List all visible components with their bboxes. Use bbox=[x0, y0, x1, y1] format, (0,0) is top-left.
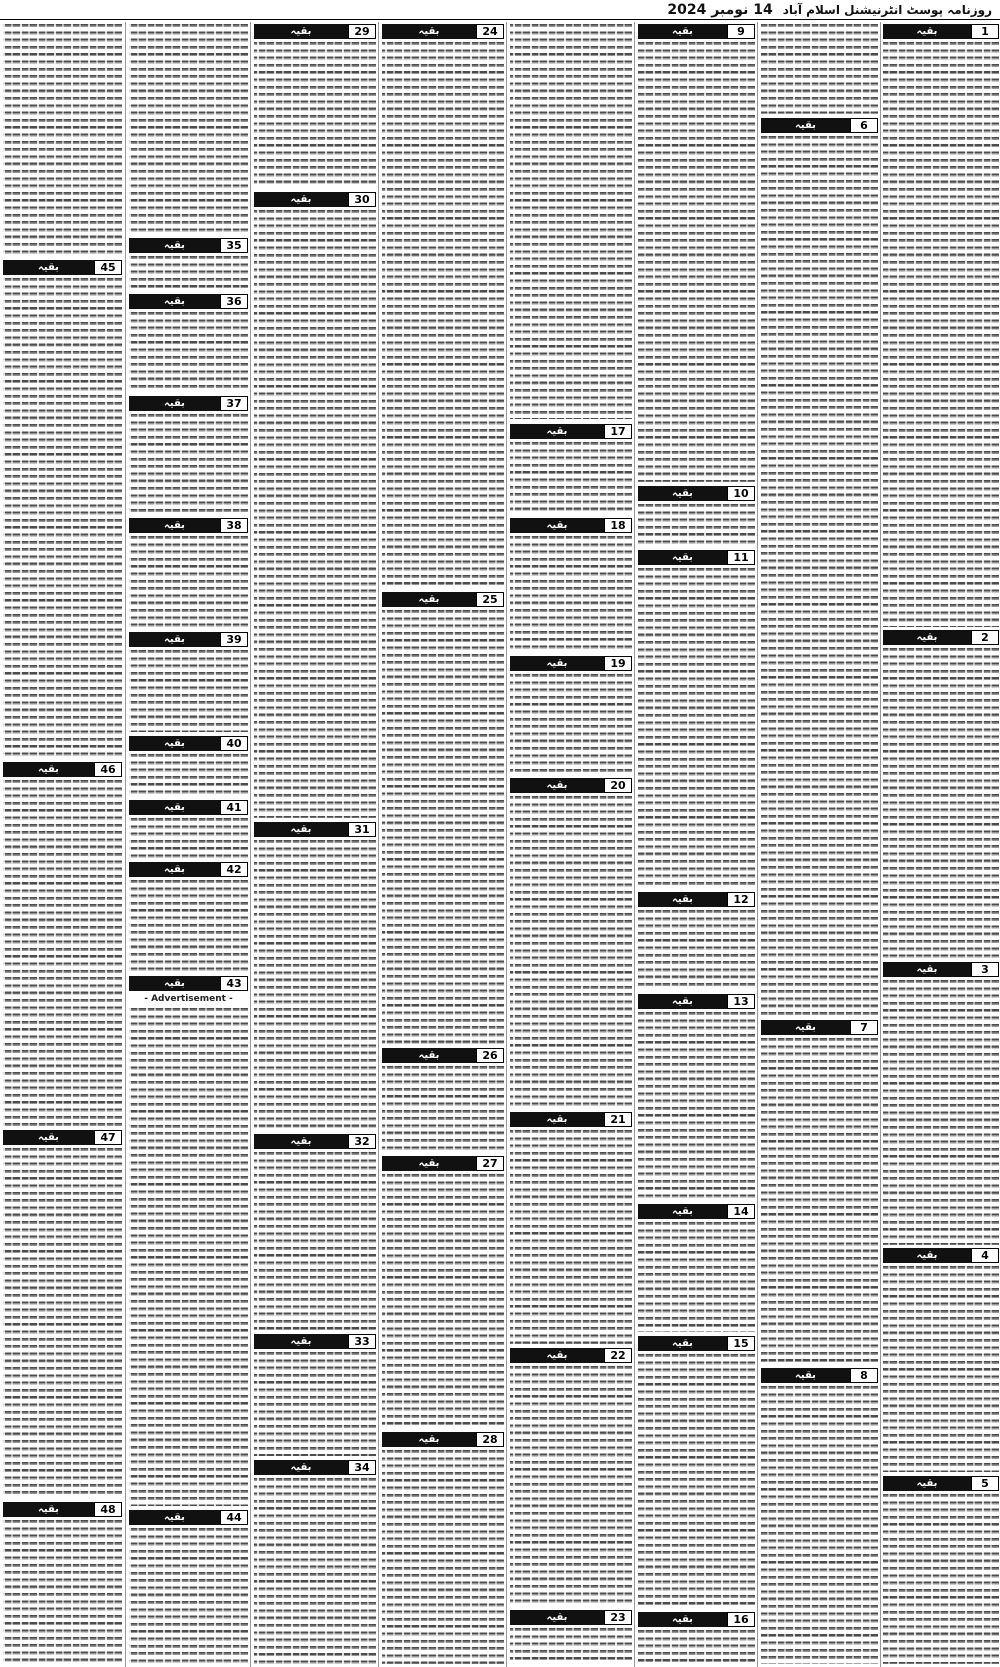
section-body bbox=[638, 1012, 755, 1200]
section-body bbox=[638, 1222, 755, 1332]
section-body bbox=[3, 1148, 122, 1498]
section-header-36: بقیہ 36 bbox=[129, 294, 248, 309]
section-body bbox=[761, 136, 878, 1016]
section-body bbox=[638, 910, 755, 990]
section-header-18: بقیہ 18 bbox=[510, 518, 632, 533]
section-header-14: بقیہ 14 bbox=[638, 1204, 755, 1219]
section-body bbox=[129, 24, 248, 234]
column-8 bbox=[0, 22, 125, 1667]
section-body bbox=[129, 256, 248, 290]
section-body bbox=[510, 536, 632, 652]
section-header-3: بقیہ 3 bbox=[883, 962, 999, 977]
section-body bbox=[638, 504, 755, 546]
column-1 bbox=[880, 22, 1000, 1667]
section-label: بقیہ bbox=[883, 24, 971, 39]
column-3 bbox=[634, 22, 757, 1667]
section-body bbox=[761, 1386, 878, 1664]
issue-date: 14 نومبر 2024 bbox=[667, 1, 773, 18]
section-body bbox=[129, 414, 248, 514]
section-header-41: بقیہ 41 bbox=[129, 800, 248, 815]
column-6 bbox=[250, 22, 378, 1667]
section-header-31: بقیہ 31 bbox=[254, 822, 376, 837]
section-header-30: بقیہ 30 bbox=[254, 192, 376, 207]
section-header-21: بقیہ 21 bbox=[510, 1112, 632, 1127]
section-body bbox=[3, 1520, 122, 1664]
section-header-35: بقیہ 35 bbox=[129, 238, 248, 253]
section-header-29: بقیہ 29 bbox=[254, 24, 376, 39]
section-header-37: بقیہ 37 bbox=[129, 396, 248, 411]
section-header-33: بقیہ 33 bbox=[254, 1334, 376, 1349]
section-body bbox=[129, 650, 248, 732]
section-header-9: بقیہ 9 bbox=[638, 24, 755, 39]
section-body bbox=[254, 210, 376, 818]
section-body bbox=[883, 42, 999, 627]
section-header-4: بقیہ 4 bbox=[883, 1248, 999, 1263]
section-body bbox=[129, 880, 248, 972]
section-header-24: بقیہ 24 bbox=[382, 24, 504, 39]
section-header-45: بقیہ 45 bbox=[3, 260, 122, 275]
section-body bbox=[883, 648, 999, 958]
masthead bbox=[0, 0, 1000, 20]
section-body bbox=[638, 1354, 755, 1608]
section-body bbox=[761, 24, 878, 114]
section-header-13: بقیہ 13 bbox=[638, 994, 755, 1009]
section-body bbox=[510, 442, 632, 514]
section-body bbox=[510, 1628, 632, 1664]
section-header-43: بقیہ 43 bbox=[129, 976, 248, 991]
column-7 bbox=[125, 22, 250, 1667]
advertisement-label: - Advertisement - bbox=[129, 994, 248, 1006]
section-body bbox=[883, 1494, 999, 1664]
section-header-42: بقیہ 42 bbox=[129, 862, 248, 877]
section-body bbox=[510, 1130, 632, 1344]
section-body bbox=[129, 1528, 248, 1664]
section-header-26: بقیہ 26 bbox=[382, 1048, 504, 1063]
section-header-23: بقیہ 23 bbox=[510, 1610, 632, 1625]
section-body bbox=[510, 1366, 632, 1606]
section-body bbox=[638, 1630, 755, 1664]
newspaper-name: روزنامہ پوسٹ انٹرنیشنل اسلام آباد bbox=[782, 2, 992, 17]
section-header-34: بقیہ 34 bbox=[254, 1460, 376, 1475]
section-header-19: بقیہ 19 bbox=[510, 656, 632, 671]
section-body bbox=[254, 1152, 376, 1330]
section-header-25: بقیہ 25 bbox=[382, 592, 504, 607]
section-header-1 bbox=[883, 24, 999, 39]
section-header-7: بقیہ 7 bbox=[761, 1020, 878, 1035]
section-header-27: بقیہ 27 bbox=[382, 1156, 504, 1171]
section-body bbox=[3, 24, 122, 256]
section-body bbox=[129, 754, 248, 796]
section-body bbox=[382, 1450, 504, 1664]
section-body bbox=[129, 312, 248, 392]
section-header-47: بقیہ 47 bbox=[3, 1130, 122, 1145]
section-header-32: بقیہ 32 bbox=[254, 1134, 376, 1149]
section-header-2: بقیہ 2 bbox=[883, 630, 999, 645]
section-header-22: بقیہ 22 bbox=[510, 1348, 632, 1363]
section-body bbox=[510, 796, 632, 1108]
section-header-15: بقیہ 15 bbox=[638, 1336, 755, 1351]
section-header-6: بقیہ 6 bbox=[761, 118, 878, 133]
column-5 bbox=[378, 22, 506, 1667]
section-body bbox=[254, 1352, 376, 1456]
column-2 bbox=[757, 22, 880, 1667]
section-body bbox=[382, 610, 504, 1044]
section-header-12: بقیہ 12 bbox=[638, 892, 755, 907]
section-body bbox=[883, 980, 999, 1245]
section-header-8: بقیہ 8 bbox=[761, 1368, 878, 1383]
section-header-28: بقیہ 28 bbox=[382, 1432, 504, 1447]
section-body bbox=[129, 1008, 248, 1506]
section-header-40: بقیہ 40 bbox=[129, 736, 248, 751]
section-body bbox=[382, 1066, 504, 1152]
section-header-17: بقیہ 17 bbox=[510, 424, 632, 439]
section-body bbox=[510, 674, 632, 774]
section-header-44: بقیہ 44 bbox=[129, 1510, 248, 1525]
section-body bbox=[883, 1266, 999, 1472]
section-body bbox=[3, 278, 122, 758]
section-body bbox=[761, 1038, 878, 1364]
section-header-39: بقیہ 39 bbox=[129, 632, 248, 647]
section-body bbox=[254, 42, 376, 188]
section-header-5: بقیہ 5 bbox=[883, 1476, 999, 1491]
column-4 bbox=[506, 22, 634, 1667]
section-header-10: بقیہ 10 bbox=[638, 486, 755, 501]
section-header-11: بقیہ 11 bbox=[638, 550, 755, 565]
section-body bbox=[382, 1174, 504, 1428]
section-body bbox=[638, 568, 755, 888]
section-body bbox=[3, 780, 122, 1126]
section-body bbox=[254, 1478, 376, 1664]
section-body bbox=[129, 536, 248, 628]
section-header-38: بقیہ 38 bbox=[129, 518, 248, 533]
section-body bbox=[254, 840, 376, 1130]
section-number: 1 bbox=[971, 24, 999, 39]
section-body bbox=[510, 24, 632, 419]
section-body bbox=[129, 818, 248, 858]
section-header-46: بقیہ 46 bbox=[3, 762, 122, 777]
section-header-16: بقیہ 16 bbox=[638, 1612, 755, 1627]
section-body bbox=[382, 42, 504, 587]
section-header-20: بقیہ 20 bbox=[510, 778, 632, 793]
section-header-48: بقیہ 48 bbox=[3, 1502, 122, 1517]
section-body bbox=[638, 42, 755, 482]
